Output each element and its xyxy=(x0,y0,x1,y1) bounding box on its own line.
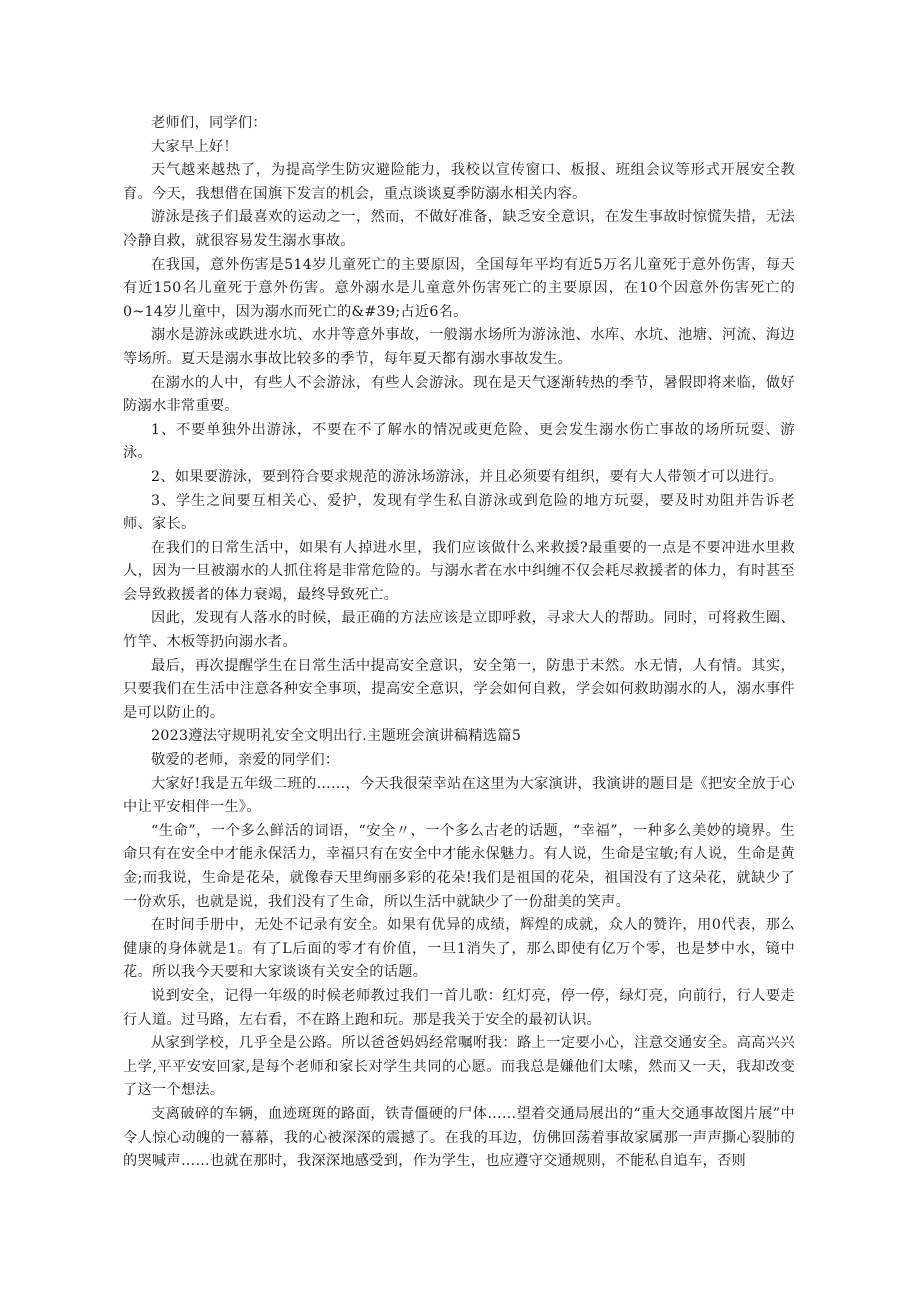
paragraph: 在溺水的人中，有些人不会游泳，有些人会游泳。现在是天气逐渐转热的季节，暑假即将来临，做好防溺水非常重要。 xyxy=(123,374,795,415)
list-item: 2、如果要游泳，要到符合要求规范的游泳场游泳，并且必须要有组织，要有大人带领才可以进行。 xyxy=(151,468,784,485)
paragraph: 在我国，意外伤害是514岁儿童死亡的主要原因，全国每年平均有近5万名儿童死于意外伤害，每天有近150名儿童死于意外伤害。意外溺水是儿童意外伤害死亡的主要原因，在10个因意外伤害死亡的0~14岁儿童中，因为溺水而死亡的&#39;占近6名。 xyxy=(123,256,795,320)
greeting: 老师们，同学们： xyxy=(151,115,267,131)
paragraph: 大家好!我是五年级二班的……，今天我很荣幸站在这里为大家演讲，我演讲的题目是《把安全放于心中让平安相伴一生》。 xyxy=(123,775,795,816)
paragraph: 支离破碎的车辆，血迹斑斑的路面，铁青僵硬的尸体……望着交通局展出的“重大交通事故图片展”中令人惊心动魄的一幕幕，我的心被深深的震撼了。在我的耳边，仿佛回荡着事故家属那一声声撕心裂肺的的哭喊声……也就在那时，我深深地感受到，作为学生，也应遵守交通规则，不能私自追车，否则 xyxy=(123,1105,795,1170)
paragraph: “生命”，一个多么鲜活的词语，“安全〃，一个多么古老的话题，“幸福”，一种多么美妙的境界。生命只有在安全中才能永保活力，幸福只有在安全中才能永保魅力。有人说，生命是宝敏;有人说，生命是黄金;而我说，生命是花朵，就像春天里绚丽多彩的花朵!我们是祖国的花朵，祖国没有了这朵花，就缺少了一份欢乐，也就是说，我们没有了生命，所以生活中就缺少了一份甜美的笑声。 xyxy=(123,822,795,910)
section-heading: 2023遵法守规明礼安全文明出行.主题班会演讲稿精选篇5 xyxy=(151,728,522,745)
paragraph: 从家到学校，几乎全是公路。所以爸爸妈妈经常嘱咐我：路上一定要小心，注意交通安全。高高兴兴上学,平平安安回家,是每个老师和家长对学生共同的心愿。而我总是嫌他们太嗦，然而又一天，我却改变了这一个想法。 xyxy=(123,1035,795,1099)
paragraph: 溺水是游泳或跌进水坑、水井等意外事故，一般溺水场所为游泳池、水库、水坑、池塘、河流、海边等场所。夏天是溺水事故比较多的季节，每年夏天都有溺水事故发生。 xyxy=(123,327,795,367)
salutation: 大家早上好！ xyxy=(151,138,238,155)
paragraph: 最后，再次提醒学生在日常生活中提高安全意识，安全第一，防患于未然。水无情，人有情。其实，只要我们在生活中注意各种安全事项，提高安全意识，学会如何自救，学会如何救助溺水的人，溺水事件是可以防止的。 xyxy=(123,657,795,721)
list-item: 1、不要单独外出游泳，不要在不了解水的情况或更危险、更会发生溺水伤亡事故的场所玩耍、游泳。 xyxy=(123,421,795,462)
document-body xyxy=(123,112,795,1174)
paragraph: 说到安全，记得一年级的时候老师教过我们一首儿歌：红灯亮，停一停，绿灯亮，向前行，行人要走行人道。过马路，左右看，不在路上跑和玩。那是我关于安全的最初认识。 xyxy=(123,987,795,1028)
paragraph: 在我们的日常生活中，如果有人掉进水里，我们应该做什么来救援?最重要的一点是不要冲进水里救人，因为一旦被溺水的人抓住将是非常危险的。与溺水者在水中纠缠不仅会耗尽救援者的体力，有时甚至会导致救援者的体力衰竭，最终导致死亡。 xyxy=(123,539,795,603)
paragraph: 因此，发现有人落水的时候，最正确的方法应该是立即呼救，寻求大人的帮助。同时，可将救生圈、竹竿、木板等扔向溺水者。 xyxy=(123,610,795,651)
paragraph: 在时间手册中，无处不记录有安全。如果有优异的成绩，辉煌的成就，众人的赞许，用0代表，那么健康的身体就是1。有了L后面的零才有价值，一旦1消失了，那么即使有亿万个零，也是梦中水，镜中花。所以我今天要和大家谈谈有关安全的话题。 xyxy=(123,917,795,981)
list-item: 3、学生之间要互相关心、爱护，发现有学生私自游泳或到危险的地方玩耍，要及时劝阻并告诉老师、家长。 xyxy=(123,492,795,533)
paragraph: 天气越来越热了，为提高学生防灾避险能力，我校以宣传窗口、板报、班组会议等形式开展安全教育。今天，我想借在国旗下发言的机会，重点谈谈夏季防溺水相关内容。 xyxy=(123,162,795,202)
greeting: 敬爱的老师，亲爱的同学们： xyxy=(151,752,340,769)
paragraph: 游泳是孩子们最喜欢的运动之一，然而，不做好准备，缺乏安全意识，在发生事故时惊慌失措，无法冷静自救，就很容易发生溺水事故。 xyxy=(123,209,795,249)
